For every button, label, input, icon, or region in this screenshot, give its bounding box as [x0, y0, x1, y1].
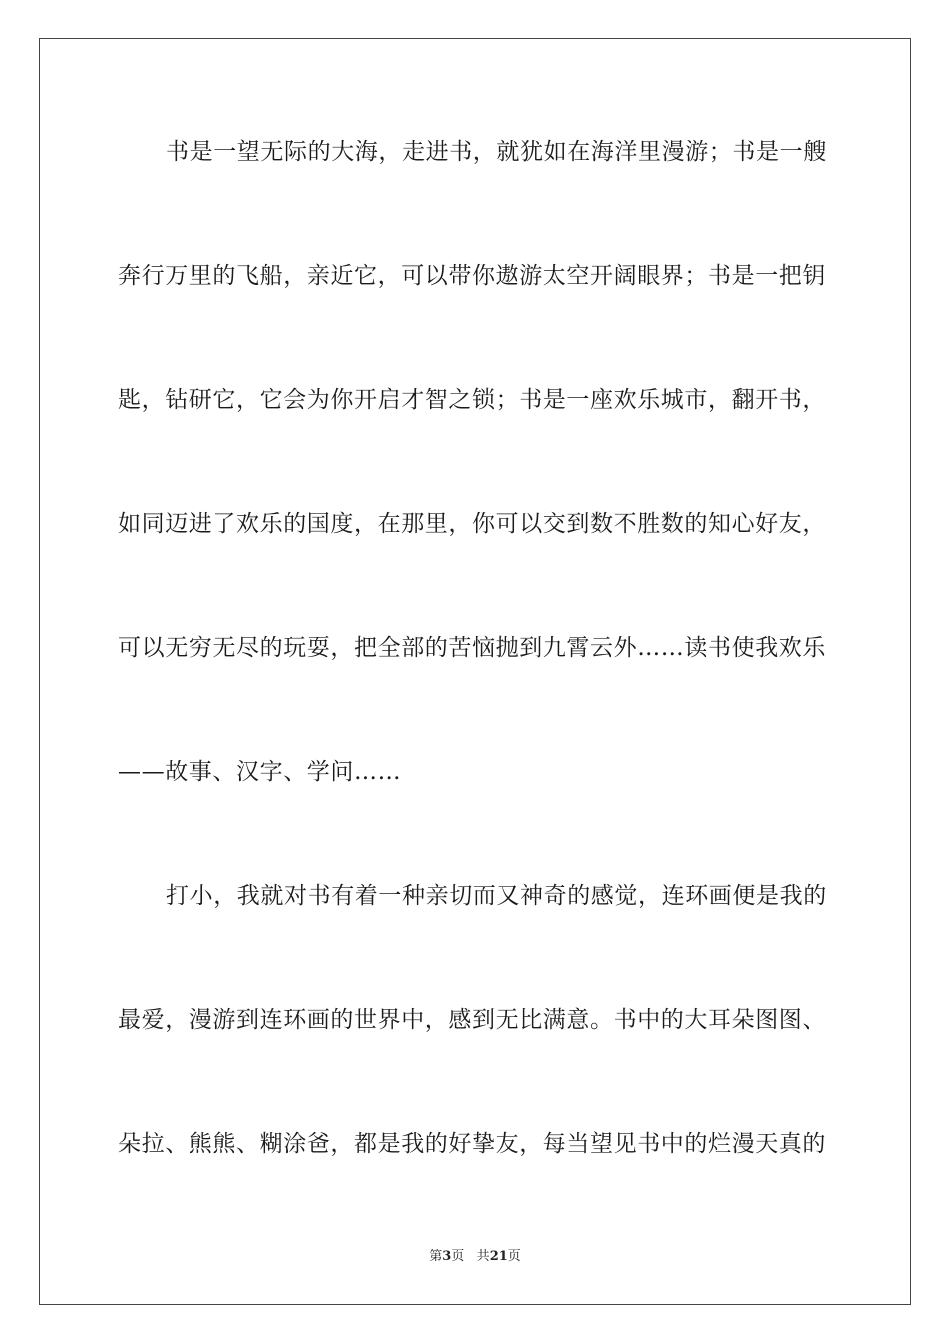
- paragraph-1-line-1: 书是一望无际的大海，走进书，就犹如在海洋里漫游；书是一艘: [166, 139, 827, 165]
- page-footer: [0, 1248, 950, 1266]
- paragraph-1-line-4: 如同迈进了欢乐的国度，在那里，你可以交到数不胜数的知心好友，: [118, 511, 826, 537]
- paragraph-1-line-5: 可以无穷无尽的玩耍，把全部的苦恼抛到九霄云外……读书使我欢乐: [118, 635, 826, 661]
- paragraph-1-line-2: 奔行万里的飞船，亲近它，可以带你遨游太空开阔眼界；书是一把钥: [118, 263, 826, 289]
- page-border: [39, 38, 911, 1305]
- paragraph-1-line-6: ——故事、汉字、学问……: [118, 759, 402, 785]
- paragraph-2-line-1: 打小，我就对书有着一种亲切而又神奇的感觉，连环画便是我的: [166, 883, 827, 909]
- paragraph-2-line-2: 最爱，漫游到连环画的世界中，感到无比满意。书中的大耳朵图图、: [118, 1007, 826, 1033]
- paragraph-2-line-3: 朵拉、熊熊、糊涂爸，都是我的好挚友，每当望见书中的烂漫天真的: [118, 1131, 826, 1157]
- current-page-number: 3: [442, 1249, 452, 1264]
- paragraph-1-line-3: 匙，钻研它，它会为你开启才智之锁；书是一座欢乐城市，翻开书，: [118, 387, 826, 413]
- page-prefix: 第: [429, 1249, 443, 1264]
- page-suffix: 页: [451, 1249, 465, 1264]
- total-suffix: 页: [507, 1249, 521, 1264]
- total-page-count: 21: [489, 1249, 508, 1264]
- total-prefix: 共: [476, 1249, 490, 1264]
